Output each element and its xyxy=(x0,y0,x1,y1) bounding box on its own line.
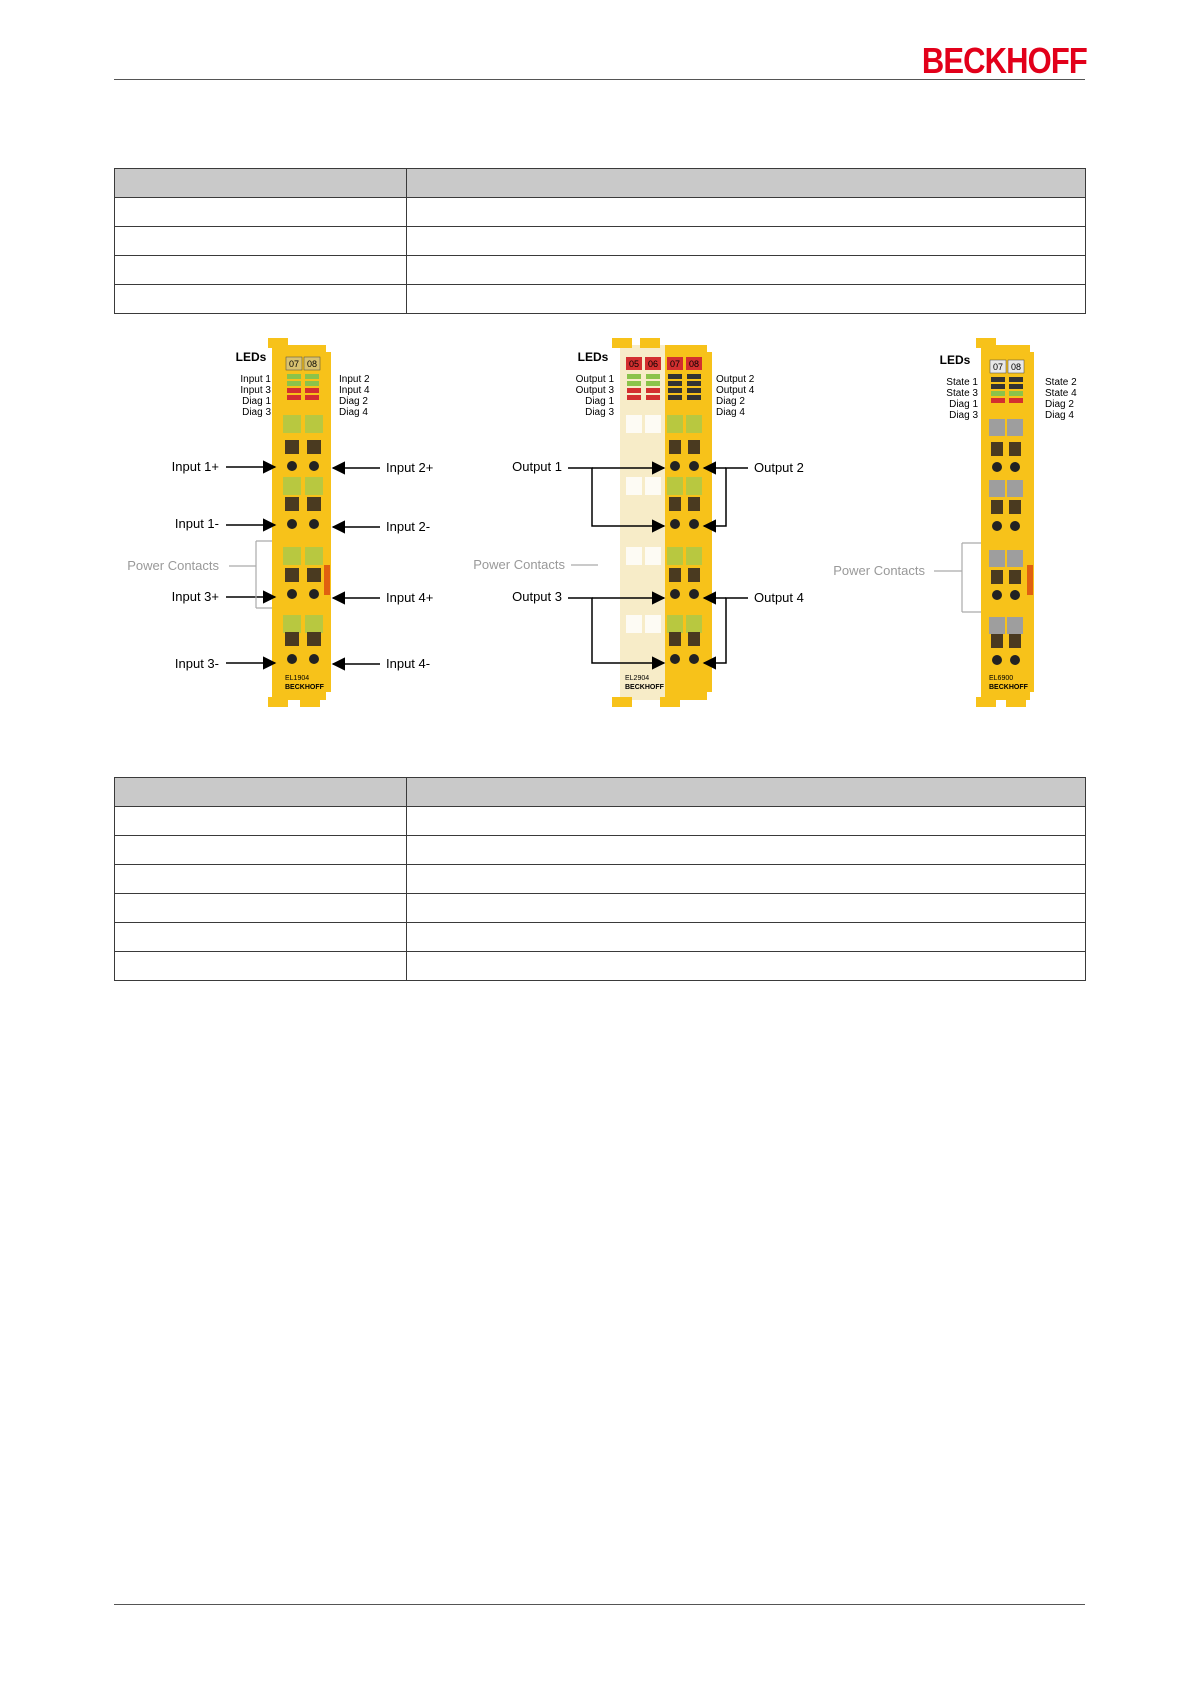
led-label: Diag 3 xyxy=(242,407,271,418)
table-header-row xyxy=(115,169,1086,198)
terminal-model: EL6900 xyxy=(989,675,1014,682)
led-label: Output 4 xyxy=(716,385,755,396)
led-label: State 2 xyxy=(1045,377,1077,388)
led-label: Diag 2 xyxy=(339,396,368,407)
led-label: Input 2 xyxy=(339,374,370,385)
led-label: Diag 4 xyxy=(716,407,745,418)
connection-label: Input 2- xyxy=(386,519,431,534)
footer-rule xyxy=(114,1604,1085,1605)
connection-label: Output 2 xyxy=(754,460,804,475)
led-label: State 1 xyxy=(946,377,978,388)
terminal-brand: BECKHOFF xyxy=(989,684,1028,691)
leds-title: LEDs xyxy=(939,353,971,367)
led-label: Diag 3 xyxy=(585,407,614,418)
power-contacts-label: Power Contacts xyxy=(833,563,925,578)
table-row xyxy=(115,285,1086,314)
terminal-model: EL2904 xyxy=(625,675,650,682)
terminal-brand: BECKHOFF xyxy=(285,684,324,691)
led-label: Diag 1 xyxy=(949,399,978,410)
leds-title: LEDs xyxy=(577,350,609,364)
led-number: 07 xyxy=(669,359,681,369)
led-label: Output 3 xyxy=(575,385,614,396)
table-top xyxy=(114,168,1086,314)
led-label: Diag 1 xyxy=(242,396,271,407)
table-row xyxy=(115,256,1086,285)
connection-label: Output 1 xyxy=(512,459,562,474)
terminal-brand: BECKHOFF xyxy=(625,684,664,691)
terminal-connections-figure xyxy=(0,330,1191,720)
connection-label: Output 4 xyxy=(754,590,804,605)
table-row xyxy=(115,894,1086,923)
connection-label: Output 3 xyxy=(512,589,562,604)
power-contacts-label: Power Contacts xyxy=(127,558,219,573)
led-label: Output 2 xyxy=(716,374,755,385)
led-number: 08 xyxy=(1010,362,1022,372)
led-label: Diag 2 xyxy=(716,396,745,407)
terminal-el2904 xyxy=(612,338,712,707)
table-bottom xyxy=(114,777,1086,981)
table-row xyxy=(115,227,1086,256)
led-label: State 3 xyxy=(946,388,978,399)
connection-label: Input 3+ xyxy=(171,589,219,604)
beckhoff-logo: BECKHOFF xyxy=(921,40,1087,81)
led-number: 07 xyxy=(992,362,1004,372)
table-header-row xyxy=(115,778,1086,807)
power-contacts-label: Power Contacts xyxy=(473,557,565,572)
led-number: 06 xyxy=(647,359,659,369)
connection-label: Input 1+ xyxy=(171,459,219,474)
table-row xyxy=(115,807,1086,836)
terminal-el1904 xyxy=(268,338,331,707)
connection-label: Input 4+ xyxy=(386,590,434,605)
connection-label: Input 4- xyxy=(386,656,431,671)
connection-label: Input 2+ xyxy=(386,460,434,475)
leds-title: LEDs xyxy=(235,350,267,364)
led-number: 08 xyxy=(688,359,700,369)
table-row xyxy=(115,952,1086,981)
led-label: Diag 4 xyxy=(339,407,368,418)
led-label: Diag 1 xyxy=(585,396,614,407)
led-number: 07 xyxy=(288,359,300,369)
led-label: Input 4 xyxy=(339,385,370,396)
led-number: 08 xyxy=(306,359,318,369)
led-label: Diag 4 xyxy=(1045,410,1074,421)
terminal-model: EL1904 xyxy=(285,675,310,682)
led-label: Diag 3 xyxy=(949,410,978,421)
led-label: Input 1 xyxy=(240,374,271,385)
table-row xyxy=(115,865,1086,894)
led-number: 05 xyxy=(628,359,640,369)
table-row xyxy=(115,198,1086,227)
connection-label: Input 3- xyxy=(174,656,219,671)
table-row xyxy=(115,923,1086,952)
led-label: State 4 xyxy=(1045,388,1077,399)
terminal-el6900 xyxy=(976,338,1034,707)
led-label: Diag 2 xyxy=(1045,399,1074,410)
table-row xyxy=(115,836,1086,865)
connection-label: Input 1- xyxy=(174,516,219,531)
led-label: Output 1 xyxy=(575,374,614,385)
led-label: Input 3 xyxy=(240,385,271,396)
